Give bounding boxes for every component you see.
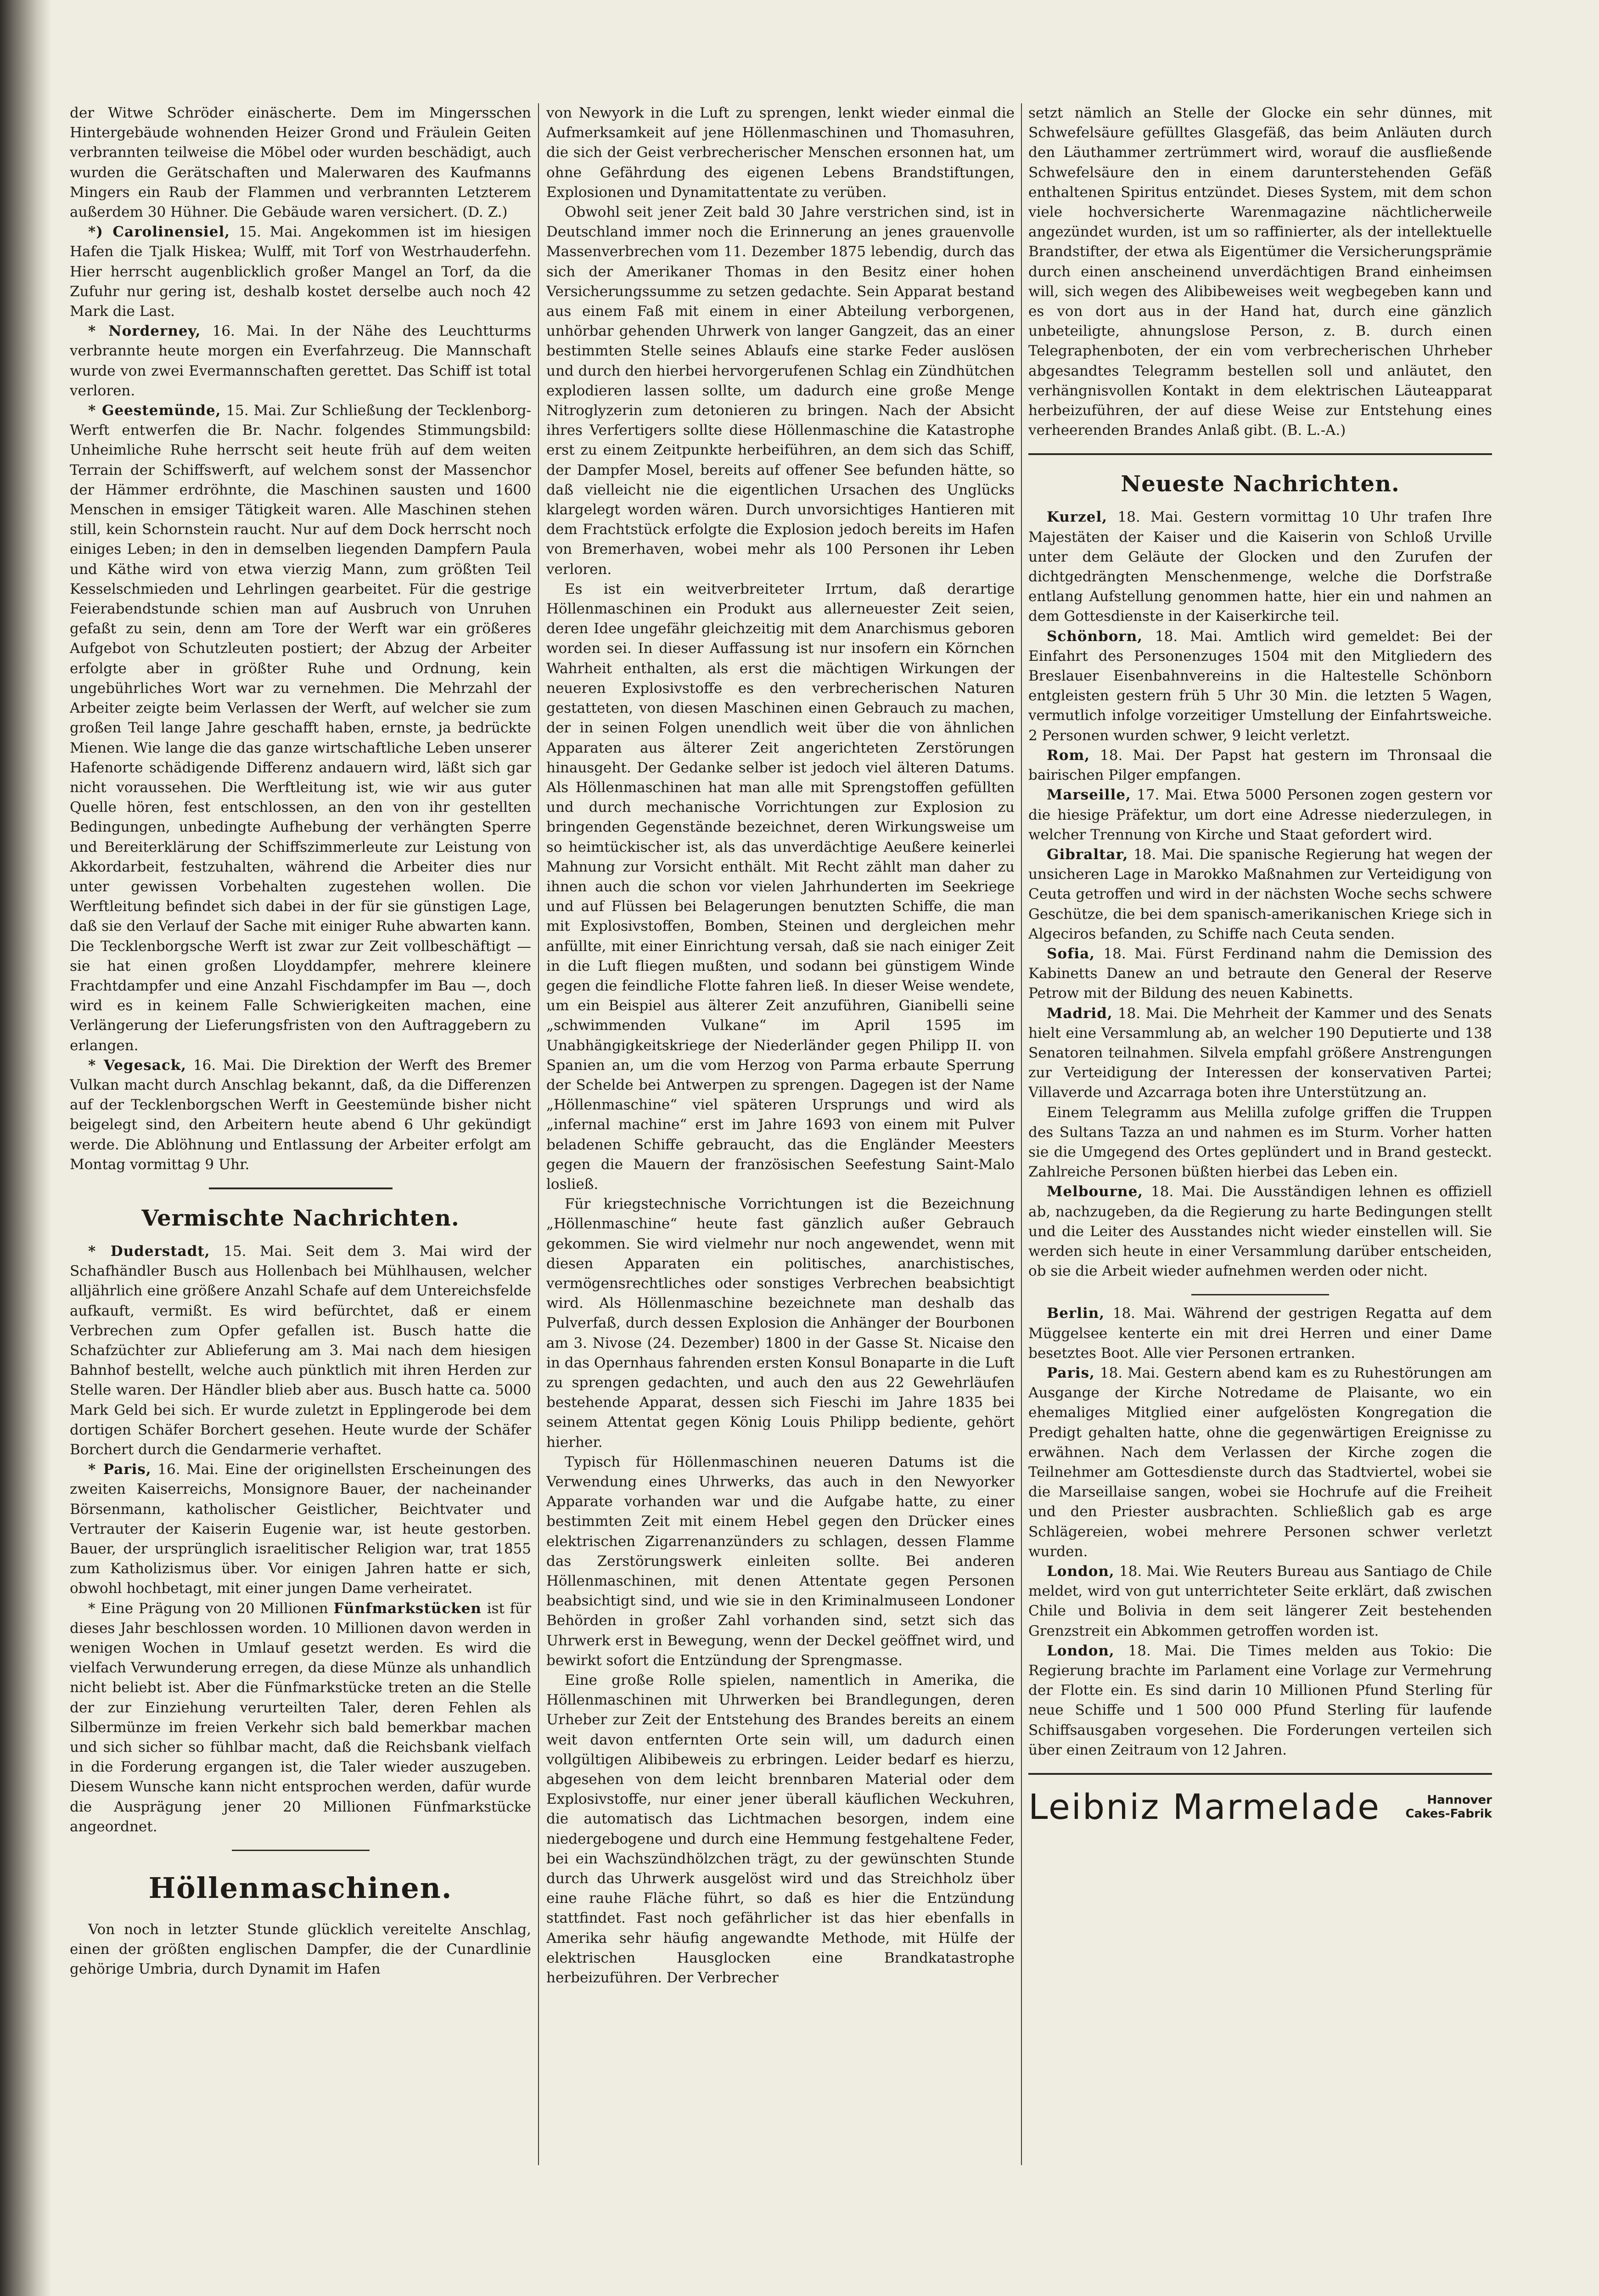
- article-paragraph: Eine große Rolle spielen, namentlich in Amerika, die Höllenmaschinen mit Uhrwerken bei Brandlegungen, deren Urheber zur Zeit der Entstehung des Brandes bereits an einem weit davon entfernten Orte sein will, um dadurch einen vollgültigen Alibibeweis zu erbringen. Leider bedarf es hierzu, abgesehen von dem leicht brennbaren Material oder dem Explosivstoffe, nur einer jener überall käuflichen Weckuhren, die automatisch das Lichtmachen besorgen, indem eine niedergebogene und durch eine Hemmung festgehaltene Feder, bei ein Wachszündhölzchen trägt, zu der gewünschten Stunde durch das Uhrwerk ausgelöst wird und das Streichholz über eine rauhe Fläche führt, so daß es hier die Entzündung stattfindet. Fast noch gefährlicher ist das hier ebenfalls in Amerika sehr häufig angewandte Methode, mit Hülfe der elektrischen Hausglocken eine Brandkatastrophe herbeizuführen. Der Verbrecher: [546, 1672, 1015, 1986]
- column-middle: [546, 103, 1015, 2179]
- section-heading-mixed-news: Vermischte Nachrichten.: [141, 1205, 460, 1231]
- advertisement-city: Hannover: [1427, 1793, 1492, 1807]
- column-rule-2: [1021, 103, 1022, 2165]
- advertisement-rule: [1028, 1773, 1492, 1775]
- news-text: 15. Mai. Seit dem 3. Mai wird der Schafhändler Busch aus Hollenbach bei Mühlhausen, welcher alljährlich eine größere Anzahl Schafe auf dem Untereichsfelde aufkauft, vermißt. Es wird befürchtet, daß er einem Verbrechen zum Opfer gefallen ist. Busch hatte die Schafzüchter zur Ablieferung am 3. Mai nach dem hiesigen Bahnhof bestellt, welche auch pünktlich mit ihren Herden zur Stelle waren. Der Händler blieb aber aus. Busch hatte ca. 5000 Mark Geld bei sich. Er wurde zuletzt in Epplingerode bei dem dortigen Schäfer Borchert gesehen. Heute wurde der Schäfer Borchert durch die Gendarmerie verhaftet.: [70, 1243, 531, 1458]
- news-text: 18. Mai. Die Ausständigen lehnen es offiziell ab, nachzugeben, da die Regierung zu harte Bedingungen stellt und die Leiter des Ausstandes nicht wieder einstellen will. Sie werden sich heute in einer Versammlung darüber entscheiden, ob sie die Arbeit wieder aufnehmen werden oder nicht.: [1028, 1183, 1492, 1280]
- column-right: [1028, 103, 1492, 2179]
- article-paragraph: Obwohl seit jener Zeit bald 30 Jahre verstrichen sind, ist in Deutschland immer noch die Erinnerung an jenes grauenvolle Massenverbrechen vom 11. Dezember 1875 lebendig, durch das sich der Amerikaner Thomas in den Besitz einer hohen Versicherungssumme zu setzen gedachte. Sein Apparat bestand aus einem Faß mit einem in einer Abteilung verborgenen, unhörbar gehenden Uhrwerk von langer Gangzeit, das an einer bestimmten Stelle seines Ablaufs eine starke Feder auslösen und durch den hierbei hervorgerufenen Schlag ein Zündhütchen explodieren lassen sollte, um dadurch eine große Menge Nitroglyzerin zum detonieren zu bringen. Nach der Absicht ihres Verfertigers sollte diese Höllenmaschine die Katastrophe erst zu einem Zeitpunkte herbeiführen, an dem sich das Schiff, der Dampfer Mosel, bereits auf offener See befunden hätte, so daß vielleicht nie die eigentlichen Ursachen des Unglücks klargelegt worden wären. Durch unvorsichtiges Hantieren mit dem Frachtstück erfolgte die Explosion jedoch bereits im Hafen von Bremerhaven, wobei mehr als 100 Personen ihr Leben verloren.: [546, 204, 1015, 578]
- advertisement-leibniz: [1028, 1786, 1492, 1828]
- article-paragraph: Es ist ein weitverbreiteter Irrtum, daß derartige Höllenmaschinen ein Produkt aus allerneuester Zeit seien, deren Idee ungefähr gleichzeitig mit dem Anarchismus geboren worden sei. In dieser Auffassung ist nur insofern ein Körnchen Wahrheit enthalten, als erst die mächtigen Wirkungen der neueren Explosivstoffe es den verbrecherischen Naturen gestatteten, von diesen Maschinen einen Gebrauch zu machen, der in seinen Folgen unendlich weit über die von ähnlichen Apparaten aus älterer Zeit angerichteten Zerstörungen hinausgeht. Der Gedanke selber ist jedoch viel älteren Datums. Als Höllenmaschinen hat man alle mit Sprengstoffen gefüllten und durch mechanische Vorrichtungen zur Explosion zu bringenden Gegenstände bezeichnet, deren Wirkungsweise um so heimtückischer ist, als das unverdächtige Aeußere keinerlei Mahnung zur Vorsicht enthält. Mit Recht zählt man daher zu ihnen auch die schon vor vielen Jahrhunderten im Seekriege und auf Flüssen bei Belagerungen benutzten Schiffe, die man mit Explosivstoffen, Bomben, Steinen und dergleichen mehr anfüllte, mit einer Einrichtung versah, daß sie nach einiger Zeit in die Luft fliegen mußten, und sodann bei günstigem Winde gegen die feindliche Flotte fahren ließ. In dieser Weise wendete, um ein Beispiel aus älterer Zeit anzuführen, Gianibelli seine „schwimmenden Vulkane“ im April 1595 im Unabhängigkeitskriege der Niederländer gegen Philipp II. von Spanien an, um die vom Herzog von Parma erbaute Sperrung der Schelde bei Antwerpen zu sprengen. Dagegen ist der Name „Höllenmaschine“ viel späteren Ursprungs und wird als „infernal machine“ erst im Jahre 1693 von einem mit Pulver beladenen Schiffe gebraucht, das die Engländer Meesters gegen die Mauern der französischen Seefestung Saint-Malo losließ.: [546, 580, 1015, 1193]
- news-text: 18. Mai. Während der gestrigen Regatta auf dem Müggelsee kenterte ein mit drei Herren und einer Dame besetztes Boot. Alle vier Personen ertranken.: [1028, 1305, 1492, 1362]
- news-text: 16. Mai. Die Direktion der Werft des Bremer Vulkan macht durch Anschlag bekannt, daß, da die Differenzen auf der Tecklenborgschen Werft in Geestemünde bisher nicht beigelegt sind, den Arbeitern heute abend 6 Uhr gekündigt werde. Die Ablöhnung und Entlassung der Arbeiter erfolgt am Montag vormittag 9 Uhr.: [70, 1057, 531, 1173]
- news-text: 18. Mai. Fürst Ferdinand nahm die Demission des Kabinetts Danew an und betraute den General der Reserve Petrow mit der Bildung des neuen Kabinetts.: [1028, 945, 1492, 1002]
- dateline-place: *) Carolinensiel,: [88, 224, 230, 241]
- dateline-place: Berlin,: [1047, 1305, 1105, 1322]
- dateline-place: Rom,: [1047, 747, 1090, 764]
- dateline-place: Melbourne,: [1047, 1183, 1144, 1200]
- news-item: [70, 1242, 531, 1460]
- article-paragraph: Von noch in letzter Stunde glücklich vereitelte Anschlag, einen der größten englischen Dampfer, die der Cunardlinie gehörige Umbria, durch Dynamit im Hafen: [70, 1921, 531, 1978]
- article-title-infernal-machines: Höllenmaschinen.: [148, 1871, 453, 1905]
- dateline-place: Paris,: [1047, 1364, 1095, 1381]
- section-divider: [1191, 1294, 1329, 1295]
- news-item: [1028, 1641, 1492, 1760]
- news-item: [70, 401, 531, 1056]
- advertisement-brand: Leibniz Marmelade: [1028, 1786, 1380, 1828]
- section-divider: [1028, 453, 1492, 455]
- news-text: ist für dieses Jahr beschlossen worden. 10 Millionen davon werden in wenigen Wochen in Umlauf gesetzt werden. Es wird die vielfach Verwunderung erregen, da diese Münze als unhandlich nicht beliebt ist. Aber die Fünfmarkstücke treten an die Stelle der zur Einziehung verurteilten Taler, deren Fehlen als Silbermünze im freien Verkehr sich bald bemerkbar machen und sich sicher so fühlbar macht, daß die Reichsbank vielfach in die Forderung ergangen ist, die Taler wieder auszugeben. Diesem Wunsche kann nicht entsprochen werden, dafür wurde die Ausprägung jener 20 Millionen Fünfmarkstücke angeordnet.: [70, 1600, 531, 1835]
- article-paragraph: von Newyork in die Luft zu sprengen, lenkt wieder einmal die Aufmerksamkeit auf jene Höllenmaschinen und Thomasuhren, die sich der Geist verbrecherischer Menschen ersonnen hat, um ohne Gefährdung des eigenen Lebens Brandstiftungen, Explosionen und Dynamitattentate zu verüben.: [546, 105, 1015, 201]
- dateline-place: Madrid,: [1047, 1005, 1113, 1022]
- news-item: [1028, 1363, 1492, 1562]
- news-text: 18. Mai. Wie Reuters Bureau aus Santiago de Chile meldet, wird von gut unterrichteter Seite erklärt, daß zwischen Chile und Bolivia in dem seit längerer Zeit bestehenden Grenzstreit ein Abkommen getroffen worden ist.: [1028, 1563, 1492, 1639]
- news-text: 18. Mai. Die Mehrheit der Kammer und des Senats hielt eine Versammlung ab, an welcher 190 Deputierte und 138 Senatoren teilnahmen. Silvela empfahl größere Anstrengungen zur Verteidigung der Interessen der konservativen Partei; Villaverde und Azcarraga boten ihre Unterstützung an.: [1028, 1005, 1492, 1101]
- news-text: 18. Mai. Die Times melden aus Tokio: Die Regierung brachte im Parlament eine Vorlage zur Vermehrung der Flotte ein. Es sind darin 10 Millionen Pfund Sterling für neue Schiffe und 1 500 000 Pfund Sterling für laufende Schiffsausgaben vorgesehen. Die Forderungen verteilen sich über einen Zeitraum von 12 Jahren.: [1028, 1642, 1492, 1758]
- dateline-place: London,: [1047, 1563, 1115, 1580]
- news-text: 15. Mai. Zur Schließung der Tecklenborg-Werft entwerfen die Br. Nachr. folgendes Stimmungsbild: Unheimliche Ruhe herrscht seit heute früh auf dem weiten Terrain der Schiffswerft, auf welchem sonst der Massenchor der Hämmer erdröhnte, die Maschinen sausten und 1600 Menschen in emsiger Tätigkeit waren. Alle Maschinen stehen still, kein Schornstein raucht. Nur auf dem Dock herrscht noch einiges Leben; in den in demselben liegenden Dampfern Paula und Käthe wird von etwa vierzig Mann, zum größten Teil Kesselschmieden und Lehrlingen gearbeitet. Für die gestrige Feierabendstunde schien man auf Ausbruch von Unruhen gefaßt zu sein, denn am Tore der Werft war ein größeres Aufgebot von Schutzleuten postiert; der Abzug der Arbeiter erfolgte aber in größter Ruhe und Ordnung, kein ungebührliches Wort war zu vernehmen. Die Mehrzahl der Arbeiter zeigte beim Verlassen der Werft, auf welcher sie zum großen Teil lange Jahre geschafft haben, ernste, ja bedrückte Mienen. Wie lange die das ganze wirtschaftliche Leben unserer Hafenorte schädigende Differenz andauern wird, läßt sich gar nicht voraussehen. Die Werftleitung ist, wie wir aus guter Quelle hören, fest entschlossen, an den von ihr gestellten Bedingungen, unbedingte Aufhebung der verhängten Sperre und Bereiterklärung der Schiffszimmerleute zur Leistung von Akkordarbeit, festzuhalten, während die Arbeiter dies nur unter gewissen Vorbehalten zugestehen wollen. Die Werftleitung befindet sich dabei in der für sie günstigen Lage, daß sie den Verlauf der Sache mit einiger Ruhe abwarten kann. Die Tecklenborgsche Werft ist zwar zur Zeit vollbeschäftigt — sie hat einen großen Lloyddampfer, mehrere kleinere Frachtdampfer und eine Anzahl Fischdampfer im Bau —, doch wird es in keinem Falle Schwierigkeiten machen, eine Verlängerung der Lieferungsfristen von den Auftraggebern zu erlangen.: [70, 402, 531, 1054]
- news-text: 18. Mai. Der Papst hat gestern im Thronsaal die bairischen Pilger empfangen.: [1028, 747, 1492, 784]
- dateline-place: Schönborn,: [1047, 628, 1143, 645]
- news-item: [1028, 1304, 1492, 1363]
- section-divider: [209, 1187, 393, 1189]
- news-item: [1028, 746, 1492, 785]
- news-item: [1028, 507, 1492, 626]
- page-binding-shadow: [0, 0, 51, 2296]
- news-item: [70, 222, 531, 321]
- column-rule-1: [538, 103, 539, 2165]
- dateline-place: * Vegesack,: [88, 1057, 187, 1074]
- news-text: 18. Mai. Gestern vormittag 10 Uhr trafen Ihre Majestäten der Kaiser und die Kaiserin von Schloß Urville unter dem Geläute der Glocken und den Zurufen der dichtgedrängten Menschenmenge, welche die Dorfstraße entlang Aufstellung genommen hatte, hier ein und nahmen an dem Gottesdienste in der Kaiserkirche teil.: [1028, 509, 1492, 625]
- news-item: [1028, 785, 1492, 845]
- dateline-place: * Paris,: [88, 1461, 151, 1478]
- news-text: 18. Mai. Gestern abend kam es zu Ruhestörungen am Ausgange der Kirche Notredame de Plaisante, wo ein ehemaliges Mitglied einer aufgelösten Kongregation die Predigt gehalten hatte, ohne die gegenwärtigen Ereignisse zu erwähnen. Nach dem Verlassen der Kirche zogen die Teilnehmer am Gottesdienste durch das Stadtviertel, wobei sie die Marseillaise sangen, wobei sie Hochrufe auf die Freiheit und den Priester ausbrachten. Schließlich gab es arge Schlägereien, wobei mehrere Personen schwer verletzt wurden.: [1028, 1364, 1492, 1560]
- news-item: [1028, 627, 1492, 746]
- news-text: 16. Mai. Eine der originellsten Erscheinungen des zweiten Kaiserreichs, Monsignore Bauer, der nacheinander Börsenmann, katholischer Geistlicher, Beichtvater und Vertrauter der Kaiserin Eugenie war, ist heute gestorben. Bauer, der ursprünglich israelitischer Religion war, trat 1855 zum Katholizismus über. Vor einigen Jahren hatte er sich, obwohl hochbetagt, mit einer jungen Dame verheiratet.: [70, 1461, 531, 1597]
- news-text: 15. Mai. Angekommen ist im hiesigen Hafen die Tjalk Hiskea; Wulff, mit Torf von Westrhauderfehn. Hier herrscht augenblicklich großer Mangel an Torf, da die Zufuhr nur gering ist, deshalb kostet derselbe auch noch 42 Mark die Last.: [70, 224, 531, 320]
- section-divider: [232, 1850, 370, 1851]
- dateline-place: London,: [1047, 1642, 1115, 1659]
- news-item: Einem Telegramm aus Melilla zufolge griffen die Truppen des Sultans Tazza an und nahmen es im Sturm. Vorher hatten sie die Umgegend des Ortes geplündert und in Brand gesteckt. Zahlreiche Personen büßten hierbei das Leben ein.: [1028, 1104, 1492, 1181]
- news-item: [1028, 944, 1492, 1004]
- section-heading-latest-news: Neueste Nachrichten.: [1121, 471, 1400, 497]
- dateline-place: Marseille,: [1047, 787, 1131, 804]
- news-item: [70, 321, 531, 401]
- article-paragraph: Typisch für Höllenmaschinen neueren Datums ist die Verwendung eines Uhrwerks, das auch in den Newyorker Apparate vorhanden war und die Aufgabe hatte, zu einer bestimmten Zeit mit einem Hebel gegen den Drücker eines elektrischen Zigarrenanzünders zu schlagen, dessen Flamme das Zerstörungswerk einleiten sollte. Bei anderen Höllenmaschinen, mit denen Attentate gegen Personen beabsichtigt sind, und wie sie in den Kriminalmuseen Londoner Behörden in großer Zahl vorhanden sind, setzt sich das Uhrwerk erst in Bewegung, wenn der Deckel geöffnet wird, und bewirkt sofort die Entzündung der Sprengmasse.: [546, 1453, 1015, 1669]
- dateline-place: * Duderstadt,: [88, 1243, 210, 1260]
- dateline-place: Sofia,: [1047, 945, 1095, 962]
- news-item: [70, 1599, 531, 1837]
- advertisement-firm: Cakes-Fabrik: [1405, 1807, 1492, 1821]
- article-paragraph: Für kriegstechnische Vorrichtungen ist die Bezeichnung „Höllenmaschine“ heute fast gänzlich außer Gebrauch gekommen. Sie wird vielmehr nur noch angewendet, wenn mit diesen Apparaten ein politisches, anarchistisches, vermögensrechtliches oder sonstiges Verbrechen beabsichtigt wird. Als Höllenmaschine bezeichnete man deshalb das Pulverfaß, durch dessen Explosion die Anhänger der Bourbonen am 3. Nivose (24. Dezember) 1800 in der Gasse St. Nicaise den in das Opernhaus fahrenden ersten Konsul Bonaparte in die Luft zu sprengen gedachten, und auch den aus 22 Gewehrläufen bestehende Apparat, dessen sich Fieschi im Jahre 1835 bei seinem Attentat gegen König Louis Philipp bediente, gehört hierher.: [546, 1196, 1015, 1451]
- dateline-place: * Geestemünde,: [88, 402, 221, 419]
- news-text: 18. Mai. Die spanische Regierung hat wegen der unsicheren Lage in Marokko Maßnahmen zur Verteidigung von Ceuta getroffen und wird in der nächsten Woche sechs schwere Geschütze, die bei dem spanisch-amerikanischen Kriege sich in Algeciros befanden, zu Schiffe nach Ceuta senden.: [1028, 846, 1492, 942]
- news-text: 18. Mai. Amtlich wird gemeldet: Bei der Einfahrt des Personenzuges 1504 mit den Mitgliedern des Breslauer Eisenbahnvereins in die Haltestelle Schönborn entgleisten gestern früh 5 Uhr 30 Min. die letzten 5 Wagen, vermutlich infolge vorzeitiger Umstellung der Einfahrtsweiche. 2 Personen wurden schwer, 9 leicht verletzt.: [1028, 628, 1492, 744]
- news-text: 17. Mai. Etwa 5000 Personen zogen gestern vor die hiesige Präfektur, um dort eine Adresse niederzulegen, in welcher Trennung von Kirche und Staat gefordert wird.: [1028, 787, 1492, 843]
- news-item: [1028, 1004, 1492, 1103]
- dateline-place: Gibraltar,: [1047, 846, 1128, 863]
- news-item: [1028, 1182, 1492, 1281]
- column-left: [70, 103, 531, 2179]
- news-item: [70, 1056, 531, 1175]
- news-text: 16. Mai. In der Nähe des Leuchtturms verbrannte heute morgen ein Everfahrzeug. Die Mannschaft wurde von zwei Evermannschaften gerettet. Das Schiff ist total verloren.: [70, 323, 531, 399]
- dateline-place: Kurzel,: [1047, 509, 1108, 526]
- article-paragraph: setzt nämlich an Stelle der Glocke ein sehr dünnes, mit Schwefelsäure gefülltes Glasgefäß, das beim Anläuten durch den Läuthammer zertrümmert wird, worauf die ausfließende Schwefelsäure den in einem darunterstehenden Gefäß enthaltenen Spiritus entzündet. Dieses System, mit dem schon viele hochversicherte Warenmagazine nächtlicherweile angezündet wurden, ist um so raffinierter, als der intellektuelle Brandstifter, der etwa als Eigentümer die Versicherungsprämie durch einen anscheinend unverdächtigen Brand einheimsen will, sich wegen des Alibibeweises weit wegbegeben kann und es von dort aus in der Hand hat, durch eine gänzlich unbeteiligte, ahnungslose Person, z. B. durch einen Telegraphenboten, der ein vom verbrecherischen Uhrheber abgesandtes Telegramm bestellen soll und anläutet, den verhängnisvollen Kontakt in dem elektrischen Läuteapparat herbeizuführen, der auf diese Weise zur Entstehung eines verheerenden Brandes Anlaß gibt. (B. L.-A.): [1028, 105, 1492, 439]
- dateline-place: Fünfmarkstücken: [333, 1600, 482, 1617]
- dateline-place: * Norderney,: [88, 323, 201, 340]
- article-paragraph: der Witwe Schröder einäscherte. Dem im Mingersschen Hintergebäude wohnenden Heizer Grond und Fräulein Geiten verbrannten teilweise die Möbel oder wurden beschädigt, auch wurden die Gerätschaften und Malerwaren des Kaufmanns Mingers ein Raub der Flammen und verbrannten Letzterem außerdem 30 Hühner. Die Gebäude waren versichert. (D. Z.): [70, 105, 531, 221]
- news-lead: * Eine Prägung von 20 Millionen: [88, 1600, 328, 1617]
- news-item: [1028, 845, 1492, 944]
- advertisement-sideline: [1405, 1793, 1492, 1821]
- news-item: [70, 1460, 531, 1598]
- news-item: [1028, 1562, 1492, 1641]
